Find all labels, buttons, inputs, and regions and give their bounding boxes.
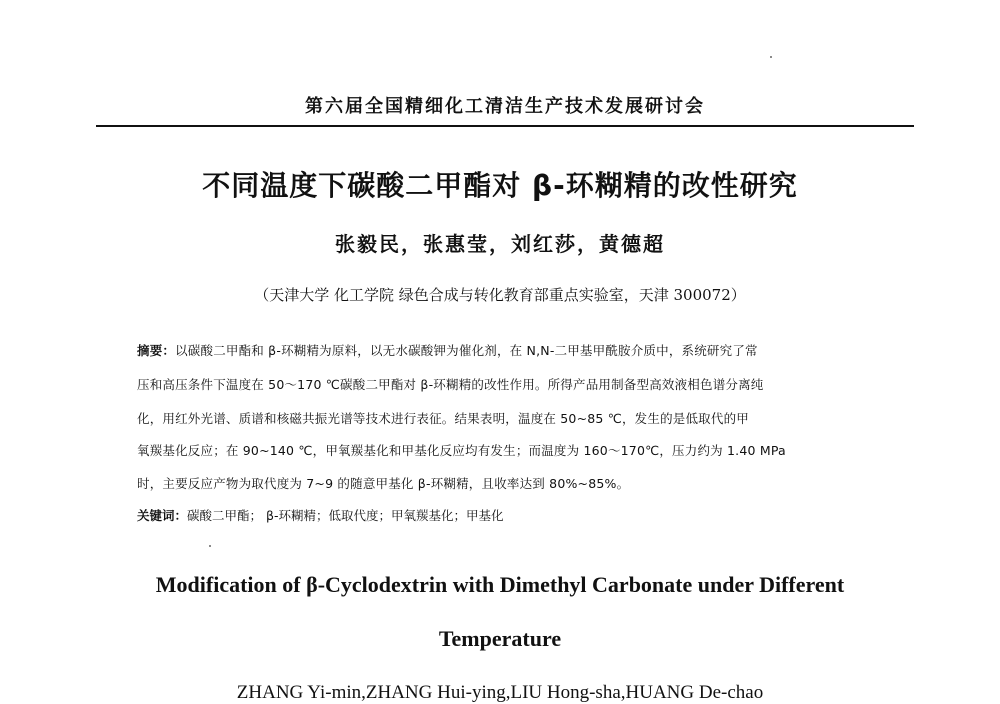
affiliation: （天津大学 化工学院 绿色合成与转化教育部重点实验室，天津 300072） [254,286,746,304]
abstract-line-3: 化，用红外光谱、质谱和核磁共振光谱等技术进行表征。结果表明，温度在 50~85 ℃，发生的是低取代的甲 [137,411,749,426]
scan-speck [770,56,772,58]
authors: 张毅民，张惠莹，刘红莎，黄德超 [335,232,665,256]
abstract-line-1: 摘要：以碳酸二甲酯和 β-环糊精为原料，以无水碳酸钾为催化剂，在 N,N-二甲基甲酰胺介质中，系统研究了常 [137,343,758,358]
english-title-line-2: Temperature [438,626,562,651]
scan-speck [209,545,211,547]
paper-title: 不同温度下碳酸二甲酯对 β-环糊精的改性研究 [202,169,798,202]
keywords-label: 关键词： [137,508,188,523]
header-rule [96,125,914,127]
abstract-line-2: 压和高压条件下温度在 50～170 ℃碳酸二甲酯对 β-环糊精的改性作用。所得产品用制备型高效液相色谱分离纯 [137,377,764,392]
keywords-text: 碳酸二甲酯； β-环糊精；低取代度；甲氧羰基化；甲基化 [187,508,504,523]
english-title-line-1: Modification of β-Cyclodextrin with Dimethyl Carbonate under Different [155,572,845,597]
conference-header: 第六届全国精细化工清洁生产技术发展研讨会 [305,96,705,117]
abstract-label: 摘要： [137,343,176,358]
english-authors: ZHANG Yi-min,ZHANG Hui-ying,LIU Hong-sha,HUANG De-chao [236,682,764,703]
abstract-line-5: 时，主要反应产物为取代度为 7~9 的随意甲基化 β-环糊精，且收率达到 80%~85%。 [137,476,630,491]
abstract-line-4: 氧羰基化反应；在 90~140 ℃，甲氧羰基化和甲基化反应均有发生；而温度为 160～170℃，压力约为 1.40 MPa [137,443,786,458]
keywords [137,506,503,524]
